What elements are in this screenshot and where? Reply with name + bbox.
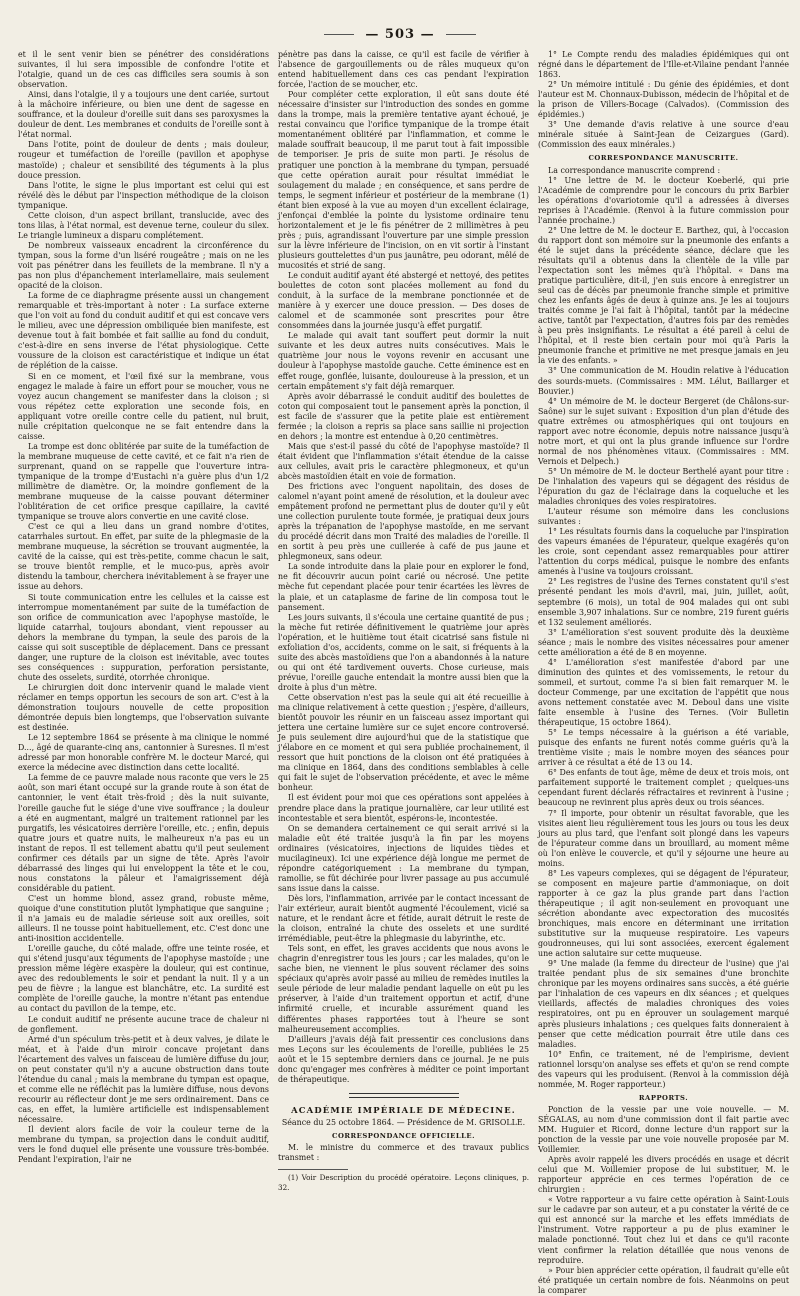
paragraph: et il le sent venir bien se pénétrer des considérations suivantes, il lui sera impossible de confondre l'otite et l'otalgie, quand un de ces cas difficiles sera soumis à son observation. [18, 50, 269, 90]
academy-title: ACADÉMIE IMPÉRIALE DE MÉDECINE. [291, 1104, 516, 1115]
paragraph: Dans l'otite, point de douleur de dents ; mais douleur, rougeur et tuméfaction de l'oreille (pavillon et apophyse mastoïde) ; chaleur et sensibilité des téguments à la plus douce pression. [18, 140, 269, 180]
paragraph: 2° Une lettre de M. le docteur E. Barthez, qui, à l'occasion du rapport dont son mémoire sur la pneumonie des enfants a été le sujet dans la précédente séance, déclare que les résultats qu'il a obtenus dans la clientèle de la ville par l'expectation sont les mêmes qu'à l'hôpital. « Dans ma pratique particulière, dit-il, j'en suis encore à enregistrer un seul cas de décès par pneumonie franche simple et primitive chez les enfants âgés de deux à quinze ans. Je les ai toujours traités comme je l'ai fait à l'hôpital, tantôt par la médecine active, tantôt par l'expectation, d'autres fois par des remèdes à peu près insignifiants. Le résultat a été pareil à celui de l'hôpital, et il reste bien certain pour moi qu'à Paris la pneumonie franche et primitive ne met presque jamais en jeu la vie des enfants. » [538, 225, 789, 366]
paragraph: 1° Une lettre de M. le docteur Koeberlé, qui prie l'Académie de comprendre pour le concours du prix Barbier les opérations d'ovariotomie qu'il a adressées à diverses reprises à l'Académie. (Renvoi à la future commission pour l'année prochaine.) [538, 175, 789, 225]
column-3 [538, 50, 789, 1295]
reports-heading: RAPPORTS. [638, 1093, 689, 1102]
footnote: (1) Voir Description du procédé opératoire. Leçons cliniques, p. 32. [278, 1173, 529, 1192]
official-correspondence-heading: CORRESPONDANCE OFFICIELLE. [332, 1131, 475, 1140]
paragraph: 3° Une demande d'avis relative à une source d'eau minérale située à Saint-Jean de Ceizargues (Gard). (Commission des eaux minérales.) [538, 120, 789, 150]
paragraph: 5° Le temps nécessaire à la guérison a été variable, puisque des enfants ne furent notés comme guéris qu'à la trentième visite ; mais le nombre moyen des séances pour arriver à ce résultat a été de 13 ou 14. [538, 728, 789, 768]
paragraph: Cette cloison, d'un aspect brillant, translucide, avec des tons lilas, à l'état normal, est devenue terne, couleur du silex. Le triangle lumineux a disparu complétement. [18, 210, 269, 240]
paragraph: Pour compléter cette exploration, il eût sans doute été nécessaire d'insister sur l'introduction des sondes en gomme dans la trompe, mais la première tentative ayant échoué, je restai convaincu que l'orifice tympanique de la trompe était momentanément oblitéré par l'inflammation, et comme le malade souffrait beaucoup, il me parut tout à fait impossible de temporiser. Je pris de suite mon parti. Je résolus de pratiquer une ponction à la membrane du tympan, persuadé que cette opération aurait pour résultat immédiat le soulagement du malade ; en conséquence, et sans perdre de temps, le segment inférieur et postérieur de la membrane (1) étant bien exposé à la vue au moyen d'un excellent éclairage, j'enfonçai d'emblée la pointe du lysistome ordinaire tenu horizontalement et je le fis pénétrer de 2 millimètres à peu près ; puis, agrandissant l'ouverture par une simple pression sur la lèvre inférieure de l'incision, on en vit sortir à l'instant plusieurs gouttelettes d'un pus jaunâtre, peu odorant, mêlé de mucosités et strié de sang. [278, 90, 529, 270]
paragraph: La forme de ce diaphragme présente aussi un changement remarquable et très-important à noter : La surface externe que l'on voit au fond du conduit auditif et qui est concave vers le milieu, avec une dépression ombiliquée bien manifeste, est devenue tout à fait bombée et fait saillie au fond du conduit, c'est-à-dire en sens inverse de l'état physiologique. Cette voussure de la cloison est caractéristique et indique un état de réplétion de la caisse. [18, 291, 269, 371]
paragraph: Ainsi, dans l'otalgie, il y a toujours une dent cariée, surtout à la mâchoire inférieure, ou bien une dent de sagesse en souffrance, et la douleur d'oreille suit dans ses paroxysmes la douleur de dent. Les membranes et conduits de l'oreille sont à l'état normal. [18, 90, 269, 140]
paragraph: Le conduit auditif ayant été abstergé et nettoyé, des petites boulettes de coton sont placées mollement au fond du conduit, à la surface de la membrane ponctionnée et de manière à y exercer une douce pression. — Des doses de calomel et de scammonée sont prescrites pour être consommées dans la journée jusqu'à effet purgatif. [278, 271, 529, 331]
paragraph: Tels sont, en effet, les graves accidents que nous avons le chagrin d'enregistrer tous les jours ; car les malades, qu'on le sache bien, ne viennent le plus souvent réclamer des soins spéciaux qu'après avoir passé au milieu de remèdes inutiles la seule période de leur maladie pendant laquelle on eût pu les préserver, à l'aide d'un traitement opportun et actif, d'une infirmité cruelle, et incurable assurément quand les différentes phases rapportées tout à l'heure se sont malheureusement accomplies. [278, 944, 529, 1034]
page-number-value: 503 [384, 27, 416, 42]
paragraph: Ponction de la vessie par une voie nouvelle. — M. SÉGALAS, au nom d'une commission dont il fait partie avec MM. Huguier et Ricord, donne lecture d'un rapport sur la ponction de la vessie par une voie nouvelle proposée par M. Voillemier. [538, 1104, 789, 1155]
paragraph: 1° Le Compte rendu des maladies épidémiques qui ont régné dans le département de l'Ille-et-Vilaine pendant l'année 1863. [538, 50, 789, 80]
paragraph: L'oreille gauche, du côté malade, offre une teinte rosée, et qui s'étend jusqu'aux téguments de l'apophyse mastoïde ; une pression même légère exaspère la douleur, qui est continue, avec des redoublements le soir et pendant la nuit. Il y a un peu de fièvre ; la langue est blanchâtre, etc. La surdité est complète de l'oreille gauche, la montre n'étant pas entendue au contact du pavillon de la tempe, etc. [18, 944, 269, 1014]
paragraph: 7° Il importe, pour obtenir un résultat favorable, que les visites aient lieu régulièrement tous les jours ou tous les deux jours au plus tard, que l'enfant soit plongé dans les vapeurs de l'épurateur comme dans un brouillard, au moment même où l'on enlève le couvercle, et qu'il y séjourne une heure au moins. [538, 808, 789, 868]
paragraph: 4° L'amélioration s'est manifestée d'abord par une diminution des quintes et des vomissements, le retour du sommeil, et surtout, comme l'a si bien fait remarquer M. le docteur Commenge, par une excitation de l'appétit que nous avons nettement constatée avec M. Deboul dans une visite faite ensemble à l'usine des Ternes. (Voir Bulletin thérapeutique, 15 octobre 1864). [538, 657, 789, 728]
paragraph: Il devient alors facile de voir la couleur terne de la membrane du tympan, sa projection dans le conduit auditif, vers le fond duquel elle présente une voussure très-bombée. Pendant l'expiration, l'air ne [18, 1125, 269, 1165]
paragraph: Le 12 septembre 1864 se présente à ma clinique le nommé D..., âgé de quarante-cinq ans, cantonnier à Suresnes. Il m'est adressé par mon honorable confrère M. le docteur Marcé, qui exerce la médecine avec distinction dans cette localité. [18, 733, 269, 773]
paragraph: 3° L'amélioration s'est souvent produite dès la deuxième séance ; mais le nombre des visites nécessaires pour amener cette amélioration a été de 8 en moyenne. [538, 627, 789, 657]
page-number: — 503 — [365, 27, 435, 42]
paragraph: 1° Les résultats fournis dans la coqueluche par l'inspiration des vapeurs émanées de l'épurateur, quelque exagérés qu'on les croie, sont cependant assez remarquables pour attirer l'attention du corps médical, puisque le nombre des enfants amenés à l'usine va toujours croissant. [538, 527, 789, 577]
paragraph: Dès lors, l'inflammation, arrivée par le contact incessant de l'air extérieur, aurait bientôt augmenté l'écoulement, vicié sa nature, et le rendant âcre et fétide, aurait détruit le reste de la cloison, entraîné la chute des osselets et une surdité irrémédiable, peut-être la phlegmasie du labyrinthe, etc. [278, 893, 529, 944]
paragraph: Si toute communication entre les cellules et la caisse est interrompue momentanément par suite de la tuméfaction de son orifice de communication avec l'apophyse mastoïde, le liquide catarrhal, toujours abondant, vient repousser au dehors la membrane du tympan, la seule des parois de la caisse qui soit susceptible de déplacement. Dans ce pressant danger, une rupture de la cloison est inévitable, avec toutes ses conséquences : suppuration, perforation persistante, chute des osselets, surdité, otorrhée chronique. [18, 592, 269, 682]
paragraph: La femme de ce pauvre malade nous raconte que vers le 25 août, son mari étant occupé sur la grande route à son état de cantonnier, le vent était très-froid ; dès la nuit suivante, l'oreille gauche fut le siége d'une vive souffrance ; la douleur a été en augmentant, malgré un traitement rationnel par les purgatifs, les vésicatoires derrière l'oreille, etc. ; enfin, depuis quatre jours et quatre nuits, le malheureux n'a pas eu un instant de repos. Il est tellement abattu qu'il peut seulement confirmer ces détails par un signe de tête. Après l'avoir débarrassé des linges qui lui enveloppent la tête et le cou, nous constatons la pâleur et l'amaigrissement déjà considérable du patient. [18, 773, 269, 893]
paragraph: Cette observation n'est pas la seule qui ait été recueillie à ma clinique relativement à cette question ; j'espère, d'ailleurs, bientôt pouvoir les réunir en un faisceau assez important qui jettera une certaine lumière sur ce sujet encore controversé. Je puis seulement dire aujourd'hui que de la statistique que j'élabore en ce moment et qui sera publiée prochainement, il ressort que huit ponctions de la cloison ont été pratiquées à ma clinique en 1864, dans des conditions semblables à celle qui fait le sujet de l'observation précédente, et avec le même bonheur. [278, 693, 529, 793]
paragraph: Après avoir débarrassé le conduit auditif des boulettes de coton qui composaient tout le pansement après la ponction, il est facile de s'assurer que la petite plaie est entièrement fermée ; la cloison a repris sa place sans saillie ni projection en dehors ; la montre est entendue à 0,20 centimètres. [278, 391, 529, 441]
paragraph: D'ailleurs j'avais déjà fait pressentir ces conclusions dans mes Leçons sur les écoulements de l'oreille, publiées le 25 août et le 15 septembre derniers dans ce journal. Je ne puis donc qu'engager mes confrères à méditer ce point important de thérapeutique. [278, 1034, 529, 1084]
paragraph: Mais que s'est-il passé du côté de l'apophyse mastoïde? Il était évident que l'inflammation s'était étendue de la caisse aux cellules, avait pris le caractère phlegmoneux, et qu'un abcès mastoïdien était en voie de formation. [278, 441, 529, 481]
paragraph: » Pour bien apprécier cette opération, il faudrait qu'elle eût été pratiquée un certain nombre de fois. Néanmoins on peut la comparer [538, 1265, 789, 1295]
header-rule-right [446, 34, 476, 35]
paragraph: 2° Les registres de l'usine des Ternes constatent qu'il s'est présenté pendant les mois d'avril, mai, juin, juillet, août, septembre (6 mois), un total de 904 malades qui ont subi ensemble 3,907 inhalations. Sur ce nombre, 219 furent guéris et 132 seulement améliorés. [538, 577, 789, 627]
paragraph: On se demandera certainement ce qui serait arrivé si la maladie eût été traitée jusqu'à la fin par les moyens ordinaires (vésicatoires, injections de liquides tièdes et mucilagineux). Ici une expérience déjà longue me permet de répondre catégoriquement : La membrane du tympan, ramollie, se fût déchirée pour livrer passage au pus accumulé sans issue dans la caisse. [278, 823, 529, 893]
paragraph: Dans l'otite, le signe le plus important est celui qui est révélé dès le début par l'inspection méthodique de la cloison tympanique. [18, 180, 269, 210]
paragraph: 9° Une malade (la femme du directeur de l'usine) que j'ai traitée pendant plus de six semaines d'une bronchite chronique par les moyens ordinaires sans succès, a été guérie par l'inhalation de ces vapeurs en dix séances ; et quelques vieillards, affectés de maladies chroniques des voies respiratoires, ont pu en éprouver un soulagement marqué après plusieurs inhalations ; ces quelques faits donneraient à penser que cette médication pourrait être utile dans ces maladies. [538, 959, 789, 1049]
paragraph: C'est un homme blond, assez grand, robuste même, quoique d'une constitution plutôt lymphatique que sanguine ; il n'a jamais eu de maladie sérieuse soit aux oreilles, soit ailleurs. Il ne tousse point habituellement, etc. C'est donc une anti-inosition accidentelle. [18, 893, 269, 944]
manuscript-correspondence-heading: CORRESPONDANCE MANUSCRITE. [588, 154, 739, 163]
paragraph: La correspondance manuscrite comprend : [548, 165, 721, 175]
paragraph: 2° Un mémoire intitulé : Du génie des épidémies, et dont l'auteur est M. Chonnaux-Dubisson, médecin de l'hôpital et de la prison de Villers-Bocage (Calvados). (Commission des épidémies.) [538, 80, 789, 120]
paragraph: Le chirurgien doit donc intervenir quand le malade vient réclamer en temps opportun les secours de son art. C'est à la démonstration toujours nouvelle de cette proposition démontrée depuis bien longtemps, que l'observation suivante est destinée. [18, 682, 269, 733]
column-1 [18, 50, 269, 1175]
paragraph: De nombreux vaisseaux encadrent la circonférence du tympan, sous la forme d'un liséré rougeâtre ; mais on ne les voit pas pénétrer dans les feuillets de la membrane. Il n'y a pas non plus d'épanchement interlamellaire, mais seulement opacité de la cloison. [18, 240, 269, 291]
paragraph: Des frictions avec l'onguent napolitain, des doses de calomel n'ayant point amené de résolution, et la douleur avec empâtement profond ne permettant plus de douter qu'il y eût une collection purulente toute formée, je pratiquai deux jours après la trépanation de l'apophyse mastoïde, en me servant du procédé décrit dans mon Traité des maladies de l'oreille. Il en sortit à peu près une cuillerée à café de pus jaune et phlegmoneux, sans odeur. [278, 482, 529, 562]
official-correspondence-text: M. le ministre du commerce et des travaux publics transmet : [278, 1143, 529, 1163]
paragraph: Si en ce moment, et l'œil fixé sur la membrane, vous engagez le malade à faire un effort pour se moucher, vous ne voyez aucun changement se manifester dans la cloison ; si vous répétez cette exploration une seconde fois, en appliquant votre oreille contre celle du patient, nul bruit, nulle crépitation quelconque ne se fait entendre dans la caisse. [18, 371, 269, 441]
column-2 [278, 50, 529, 1192]
paragraph: 5° Un mémoire de M. le docteur Berthelé ayant pour titre : De l'inhalation des vapeurs qui se dégagent des résidus de l'épuration du gaz de l'éclairage dans la coqueluche et les maladies chroniques des voies respiratoires. [538, 466, 789, 507]
paragraph: 8° Les vapeurs complexes, qui se dégagent de l'épurateur, se composent en majeure partie d'ammoniaque, on doit rapporter à ce gaz la plus grande part dans l'action thérapeutique ; il agit non-seulement en provoquant une sécrétion abondante avec expectoration des mucosités bronchiques, mais encore en déterminant une irritation substitutive sur la muqueuse respiratoire. Les vapeurs goudronneuses, qui lui sont associées, exercent également une action salutaire sur cette muqueuse. [538, 868, 789, 959]
paragraph: Les jours suivants, il s'écoula une certaine quantité de pus ; la mèche fut retirée définitivement le quatrième jour après l'opération, et le huitième tout était cicatrisé sans fistule ni exfoliation d'os, accidents, comme on le sait, si fréquents à la suite des abcès mastoïdiens que l'on a abandonnés à la nature ou qui ont été tardivement ouverts. Chose curieuse, mais prévue, l'oreille gauche entendait la montre aussi bien que la droite à plus d'un mètre. [278, 612, 529, 692]
paragraph: Le conduit auditif ne présente aucune trace de chaleur ni de gonflement. [18, 1014, 269, 1034]
paragraph: Après avoir rappelé les divers procédés en usage et décrit celui que M. Voillemier propose de lui substituer, M. le rapporteur apprécie en ces termes l'opération de ce chirurgien : [538, 1155, 789, 1195]
paragraph: La sonde introduite dans la plaie pour en explorer le fond, ne fit découvrir aucun point carié ou nécrosé. Une petite mèche fut cependant placée pour tenir écartées les lèvres de la plaie, et un cataplasme de farine de lin composa tout le pansement. [278, 562, 529, 612]
paragraph: C'est ce qui a lieu dans un grand nombre d'otites, catarrhales surtout. En effet, par suite de la phlegmasie de la membrane muqueuse, la sécrétion se trouvant augmentée, la cavité de la caisse, qui est très-petite, comme chacun le sait, se trouve bientôt remplie, et le muco-pus, après avoir distendu la tambour, cherchera inévitablement à se frayer une issue au dehors. [18, 522, 269, 592]
paragraph: 6° Des enfants de tout âge, même de deux et trois mois, ont parfaitement supporté le traitement complet ; quelques-uns cependant furent déclarés réfractaires et revinrent à l'usine ; beaucoup ne revinrent plus après deux ou trois séances. [538, 768, 789, 808]
session-line: Séance du 25 octobre 1864. — Présidence de M. GRISOLLE. [281, 1117, 526, 1127]
paragraph: Il est évident pour moi que ces opérations sont appelées à prendre place dans la pratique journalière, car leur utilité est incontestable et sera bientôt, espérons-le, incontestée. [278, 793, 529, 823]
paragraph: pénètre pas dans la caisse, ce qu'il est facile de vérifier à l'absence de gargouillements ou de râles muqueux qu'on entend habituellement dans ces cas pendant l'expiration forcée, l'action de se moucher, etc. [278, 50, 529, 90]
section-separator [278, 1091, 529, 1101]
header-rule-left [324, 34, 354, 35]
paragraph: « Votre rapporteur a vu faire cette opération à Saint-Louis sur le cadavre par son auteur, et a pu constater la vérité de ce qui est annoncé sur la marche et les effets immédiats de l'instrument. Votre rapporteur a pu de plus examiner le malade ponctionné. Tout chez lui et dans ce qu'il raconte vient confirmer la relation détaillée que nous venons de reproduire. [538, 1195, 789, 1265]
paragraph: 10° Enfin, ce traitement, né de l'empirisme, devient rationnel lorsqu'on analyse ses effets et qu'on se rend compte des vapeurs qui les produisent. (Renvoi à la commission déjà nommée, M. Roger rapporteur.) [538, 1049, 789, 1089]
paragraph: L'auteur résume son mémoire dans les conclusions suivantes : [538, 507, 789, 527]
paragraph: Le malade qui avait tant souffert peut dormir la nuit suivante et les deux autres nuits consécutives. Mais le quatrième jour nous le voyons revenir en accusant une douleur à l'apophyse mastoïde gauche. Cette éminence est en effet rouge, gonflée, luisante, douloureuse à la pression, et un certain empâtement s'y fait déjà remarquer. [278, 331, 529, 391]
footnote-divider [278, 1169, 348, 1170]
page-header [0, 24, 800, 43]
paragraph: 3° Une communication de M. Houdin relative à l'éducation des sourds-muets. (Commissaires : MM. Lélut, Baillarger et Bouvier.) [538, 366, 789, 396]
paragraph: La trompe est donc oblitérée par suite de la tuméfaction de la membrane muqueuse de cette cavité, et ce fait n'a rien de surprenant, quand on se rappelle que l'ouverture intra-tympanique de la trompe d'Eustachi n'a guère plus d'un 1/2 millimètre de diamètre. Or, la moindre gonflement de la membrane muqueuse de la caisse pouvant déterminer l'oblitération de cet orifice presque capillaire, la cavité tympanique se trouve alors convertie en une cavité close. [18, 441, 269, 522]
paragraph: Armé d'un spéculum très-petit et à deux valves, je dilate le méat, et à l'aide d'un miroir concave projetant dans l'écartement des valves un faisceau de lumière diffuse du jour, on peut constater qu'il n'y a aucune obstruction dans toute l'étendue du canal ; mais la membrane du tympan est opaque, et comme elle ne réfléchit pas la lumière diffuse, nous devons recourir au réflecteur dont je me sers ordinairement. Dans ce cas, en effet, la lumière artificielle est indispensablement nécessaire. [18, 1034, 269, 1124]
paragraph: 4° Un mémoire de M. le docteur Bergeret (de Châlons-sur-Saône) sur le sujet suivant : Exposition d'un plan d'étude des quatre extrêmes ou atmosphériques qui ont toujours en rapport avec notre économie, depuis notre naissance jusqu'à notre mort, et qui ont la plus grande influence sur l'ordre normal de nos phénomènes vitaux. (Commissaires : MM. Vernois et Delpech.) [538, 396, 789, 466]
